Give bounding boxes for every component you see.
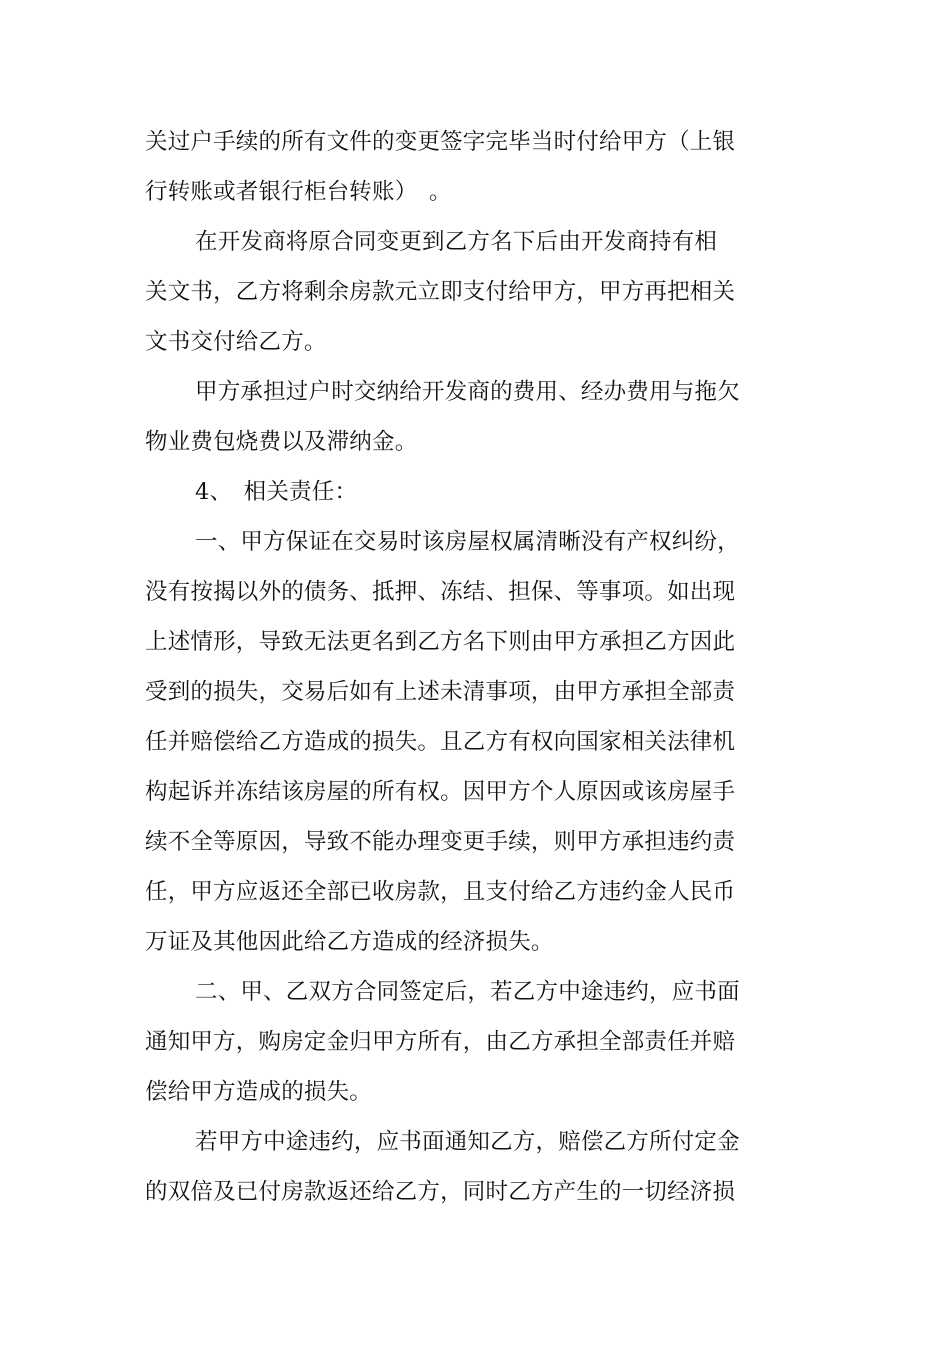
text-line: 关过户手续的所有文件的变更签字完毕当时付给甲方（上银 bbox=[145, 129, 736, 155]
text-line: 物业费包烧费以及滞纳金。 bbox=[145, 429, 418, 455]
text-line: 任，甲方应返还全部已收房款，且支付给乙方违约金人民币 bbox=[145, 879, 736, 905]
text-line: 通知甲方，购房定金归甲方所有，由乙方承担全部责任并赔 bbox=[145, 1029, 736, 1055]
text-line: 任并赔偿给乙方造成的损失。且乙方有权向国家相关法律机 bbox=[145, 729, 736, 755]
text-line: 文书交付给乙方。 bbox=[145, 329, 327, 355]
section-heading: 4、 相关责任： bbox=[195, 479, 358, 505]
text-line: 一、甲方保证在交易时该房屋权属清晰没有产权纠纷， bbox=[195, 529, 740, 555]
text-line: 万证及其他因此给乙方造成的经济损失。 bbox=[145, 929, 554, 955]
text-line: 受到的损失，交易后如有上述未清事项，由甲方承担全部责 bbox=[145, 679, 736, 705]
text-line: 的双倍及已付房款返还给乙方，同时乙方产生的一切经济损 bbox=[145, 1179, 736, 1205]
text-line: 没有按揭以外的债务、抵押、冻结、担保、等事项。如出现 bbox=[145, 579, 736, 605]
text-line: 上述情形，导致无法更名到乙方名下则由甲方承担乙方因此 bbox=[145, 629, 736, 655]
text-line: 在开发商将原合同变更到乙方名下后由开发商持有相 bbox=[195, 229, 718, 255]
text-line: 偿给甲方造成的损失。 bbox=[145, 1079, 373, 1105]
text-line: 构起诉并冻结该房屋的所有权。因甲方个人原因或该房屋手 bbox=[145, 779, 736, 805]
text-line: 甲方承担过户时交纳给开发商的费用、经办费用与拖欠 bbox=[195, 379, 740, 405]
text-line: 行转账或者银行柜台转账） 。 bbox=[145, 179, 452, 205]
text-line: 关文书，乙方将剩余房款元立即支付给甲方，甲方再把相关 bbox=[145, 279, 736, 305]
text-line: 若甲方中途违约，应书面通知乙方，赔偿乙方所付定金 bbox=[195, 1129, 740, 1155]
text-line: 二、甲、乙双方合同签定后，若乙方中途违约，应书面 bbox=[195, 979, 740, 1005]
text-line: 续不全等原因，导致不能办理变更手续，则甲方承担违约责 bbox=[145, 829, 736, 855]
